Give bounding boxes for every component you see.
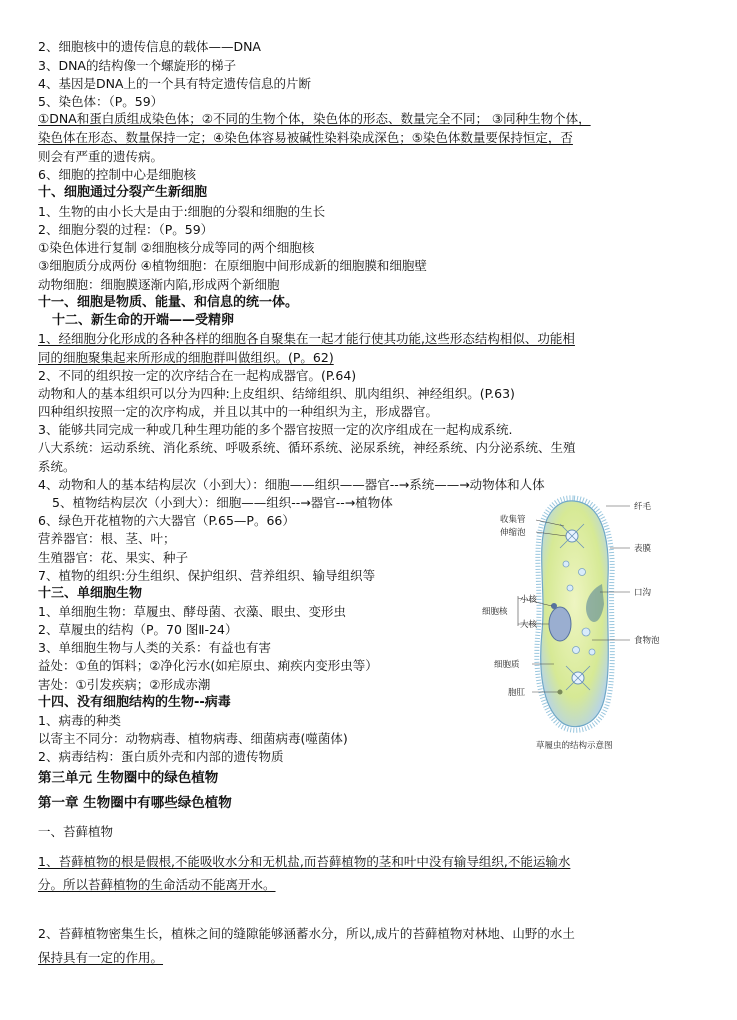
text-line: 2、病毒结构：蛋白质外壳和内部的遗传物质 <box>38 749 284 764</box>
label-pellicle: 表膜 <box>634 544 652 554</box>
section-heading: 十三、单细胞生物 <box>38 586 143 601</box>
text-line: 7、植物的组织:分生组织、保护组织、营养组织、输导组织等 <box>38 568 376 583</box>
figure-caption: 草履虫的结构示意图 <box>536 741 613 751</box>
text-line: 5、染色体：（P。59） <box>38 94 164 109</box>
label-anal-pore: 胞肛 <box>508 688 526 698</box>
text-line: 分。所以苔藓植物的生命活动不能离开水。 <box>38 877 276 892</box>
text-line: 四种组织按照一定的次序构成，并且以其中的一种组织为主，形成器官。 <box>38 404 439 419</box>
text-line: 动物细胞：细胞膜逐渐内陷,形成两个新细胞 <box>38 277 280 292</box>
chapter-heading: 第一章 生物圈中有哪些绿色植物 <box>38 795 232 811</box>
text-line: 5、植物结构层次（小到大）：细胞——组织--→器官--→植物体 <box>52 495 393 510</box>
macronucleus <box>549 607 571 641</box>
label-cilia: 纤毛 <box>634 502 652 512</box>
unit-heading: 第三单元 生物圈中的绿色植物 <box>38 770 219 786</box>
text-line: 同的细胞聚集起来所形成的细胞群叫做组织。(P。62) <box>38 350 334 365</box>
text-line: 2、细胞分裂的过程：（P。59） <box>38 222 214 237</box>
text-line: 生殖器官：花、果实、种子 <box>38 550 189 565</box>
text-line: 4、动物和人的基本结构层次（小到大）：细胞——组织——器官--→系统——→动物体和人体 <box>38 477 545 492</box>
text-line: 以寄主不同分：动物病毒、植物病毒、细菌病毒(噬菌体) <box>38 731 348 746</box>
label-oral-groove: 口沟 <box>634 588 652 598</box>
text-line: 染色体在形态、数量保持一定；④染色体容易被碱性染料染成深色；⑤染色体数量要保持恒定，否 <box>38 130 573 145</box>
text-line: 系统。 <box>38 459 76 474</box>
text-line: 八大系统：运动系统、消化系统、呼吸系统、循环系统、泌尿系统，神经系统、内分泌系统、生殖 <box>38 440 576 455</box>
text-line: 4、基因是DNA上的一个具有特定遗传信息的片断 <box>38 76 311 91</box>
text-line: 1、病毒的种类 <box>38 713 121 728</box>
label-nucleus: 细胞核 <box>482 607 508 617</box>
text-line: 益处：①鱼的饵料；②净化污水(如疟原虫、痢疾内变形虫等） <box>38 658 378 673</box>
label-macronucleus: 大核 <box>520 620 538 630</box>
text-line: ①DNA和蛋白质组成染色体；②不同的生物个体，染色体的形态、数量完全不同； ③同种生物个体， <box>38 111 591 126</box>
paramecium-diagram <box>474 492 670 758</box>
text-line: 3、单细胞生物与人类的关系：有益也有害 <box>38 640 271 655</box>
text-line: 保持具有一定的作用。 <box>38 950 164 965</box>
label-collecting-canal: 收集管 <box>500 515 526 525</box>
label-contractile-vacuole: 伸缩泡 <box>500 528 526 538</box>
text-line: 1、苔藓植物的根是假根,不能吸收水分和无机盐,而苔藓植物的茎和叶中没有输导组织,不能运输水 <box>38 854 571 869</box>
text-line: 1、生物的由小长大是由于:细胞的分裂和细胞的生长 <box>38 204 326 219</box>
text-line: 6、绿色开花植物的六大器官（P.65—P。66） <box>38 513 295 528</box>
anal-pore <box>558 690 563 695</box>
text-line: 3、能够共同完成一种或几种生理功能的多个器官按照一定的次序组成在一起构成系统. <box>38 422 513 437</box>
text-line: 动物和人的基本组织可以分为四种:上皮组织、结缔组织、肌肉组织、神经组织。(P.63) <box>38 386 515 401</box>
section-heading: 十四、没有细胞结构的生物--病毒 <box>38 695 231 710</box>
text-line: 2、不同的组织按一定的次序结合在一起构成器官。(P.64) <box>38 368 357 383</box>
section-heading: 十、细胞通过分裂产生新细胞 <box>38 185 208 200</box>
text-line: 1、经细胞分化形成的各种各样的细胞各自聚集在一起才能行使其功能,这些形态结构相似、功能相 <box>38 331 575 346</box>
text-line: ③细胞质分成两份 ④植物细胞：在原细胞中间形成新的细胞膜和细胞壁 <box>38 258 427 273</box>
text-line: 一、苔藓植物 <box>38 824 114 839</box>
text-line: 则会有严重的遗传病。 <box>38 149 164 164</box>
text-line: 3、DNA的结构像一个螺旋形的梯子 <box>38 58 236 73</box>
text-line: ①染色体进行复制 ②细胞核分成等同的两个细胞核 <box>38 240 315 255</box>
label-micronucleus: 小核 <box>520 595 538 605</box>
text-line: 2、苔藓植物密集生长，植株之间的缝隙能够涵蓄水分，所以,成片的苔藓植物对林地、山野的水土 <box>38 926 575 941</box>
label-food-vacuole: 食物泡 <box>634 636 660 646</box>
text-line: 营养器官：根、茎、叶； <box>38 531 176 546</box>
text-line: 2、草履虫的结构（P。70 图Ⅱ-24） <box>38 622 238 637</box>
text-line: 1、单细胞生物：草履虫、酵母菌、衣藻、眼虫、变形虫 <box>38 604 346 619</box>
text-line: 6、细胞的控制中心是细胞核 <box>38 167 196 182</box>
section-heading: 十二、新生命的开端——受精卵 <box>52 313 235 328</box>
text-line: 2、细胞核中的遗传信息的载体——DNA <box>38 39 261 54</box>
section-heading: 十一、细胞是物质、能量、和信息的统一体。 <box>38 295 299 310</box>
text-line: 害处：①引发疾病；②形成赤潮 <box>38 677 211 692</box>
label-cytoplasm: 细胞质 <box>494 660 520 670</box>
